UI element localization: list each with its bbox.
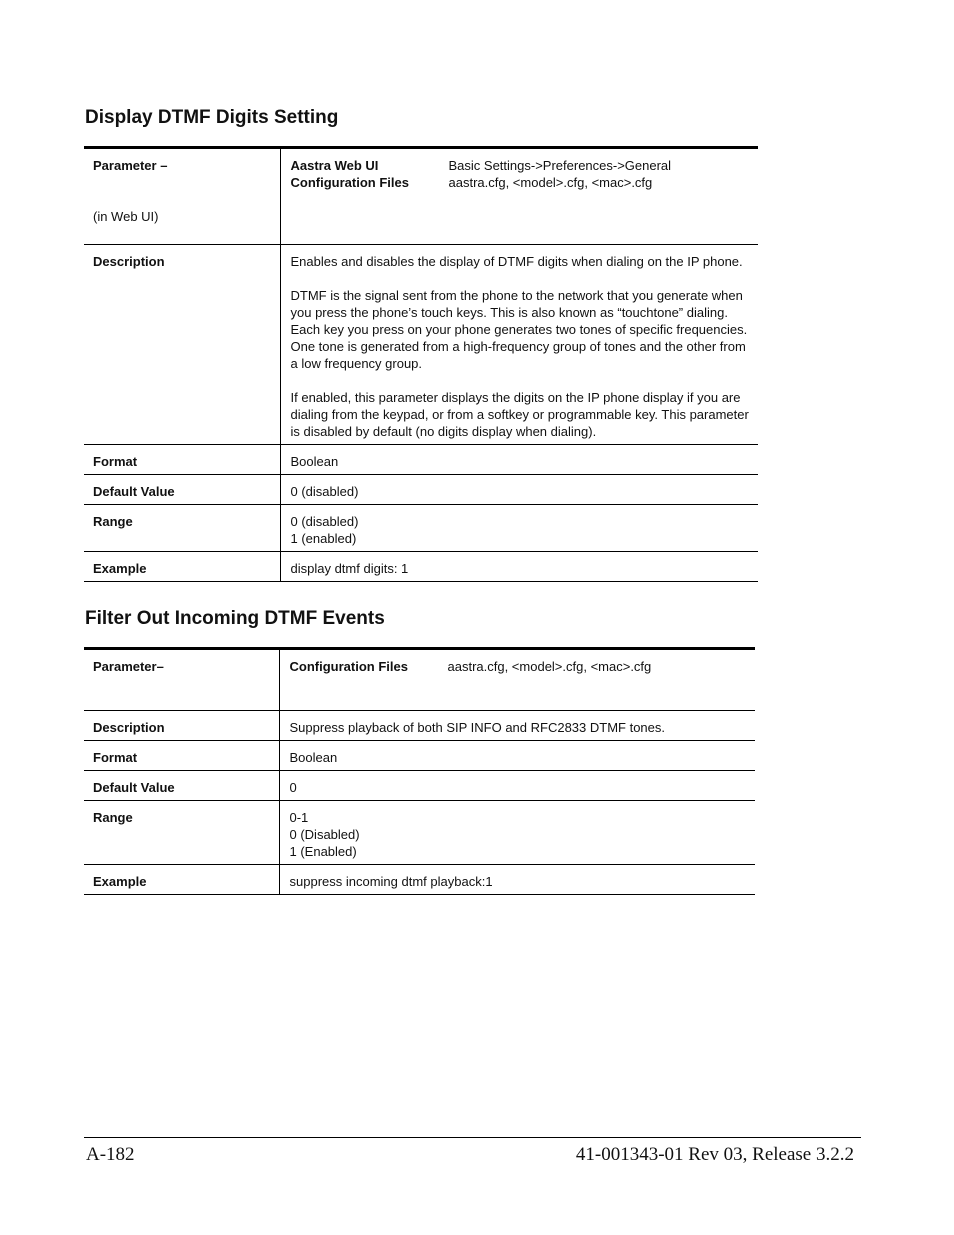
range-value [279,801,755,865]
default-value-value: 0 [279,771,755,801]
config-files-row [291,174,753,191]
parameter-label: Parameter– [84,649,279,711]
web-ui-row [291,157,753,174]
config-files-row [290,658,750,675]
config-files-value: aastra.cfg, <model>.cfg, <mac>.cfg [448,175,653,190]
document-id: 41-001343-01 Rev 03, Release 3.2.2 [575,1144,854,1165]
table-row [84,552,758,582]
config-files-key: Configuration Files [290,175,409,190]
example-label: Example [84,552,280,582]
web-ui-key: Aastra Web UI [290,158,379,173]
description-value: Suppress playback of both SIP INFO and RFC2833 DTMF tones. [279,711,755,741]
range-label: Range [84,505,280,552]
range-value [280,505,758,552]
description-label: Description [84,711,279,741]
range-line: 0-1 [289,810,309,825]
table-row [84,741,755,771]
format-value: Boolean [279,741,755,771]
table-row [84,445,758,475]
example-value: display dtmf digits: 1 [280,552,758,582]
table-row [84,148,758,245]
table-row [84,649,755,711]
range-label: Range [84,801,279,865]
section-title-display-dtmf: Display DTMF Digits Setting [85,107,339,128]
description-paragraph: If enabled, this parameter displays the digits on the IP phone display if you are dialing from the keypad, or from a softkey or programmable key. This parameter is disabled by default (no digits display when dialing). [290,390,749,439]
range-line: 0 (disabled) [290,514,359,529]
section-title-filter-dtmf: Filter Out Incoming DTMF Events [85,608,385,629]
table-row [84,245,758,445]
parameter-cell [84,148,280,245]
footer-divider [84,1137,861,1138]
config-files-value: aastra.cfg, <model>.cfg, <mac>.cfg [447,659,652,674]
description-value [280,245,758,445]
page-number: A-182 [86,1144,135,1165]
parameter-sublabel: (in Web UI) [93,209,159,224]
display-dtmf-parameter-table [84,146,758,582]
table-row [84,865,755,895]
parameter-label: Parameter – [93,158,168,173]
default-value-label: Default Value [84,771,279,801]
config-files-key: Configuration Files [289,659,408,674]
web-ui-value: Basic Settings->Preferences->General [448,158,672,173]
format-label: Format [84,445,280,475]
table-row [84,505,758,552]
parameter-value-cell [279,649,755,711]
example-label: Example [84,865,279,895]
table-row [84,771,755,801]
format-label: Format [84,741,279,771]
default-value-label: Default Value [84,475,280,505]
table-row [84,711,755,741]
range-line: 0 (Disabled) [289,827,360,842]
parameter-value-cell [280,148,758,245]
table-row [84,801,755,865]
range-line: 1 (Enabled) [289,844,357,859]
description-paragraph: DTMF is the signal sent from the phone to the network that you generate when you press the phone’s touch keys. This is also known as “touchtone” dialing. Each key you press on your phone generates two tones of specific frequencies. One tone is generated from a high-frequency group of tones and the other from a low frequency group. [290,288,748,371]
description-label: Description [84,245,280,445]
table-row [84,475,758,505]
example-value: suppress incoming dtmf playback:1 [279,865,755,895]
format-value: Boolean [280,445,758,475]
default-value-value: 0 (disabled) [280,475,758,505]
description-paragraph: Enables and disables the display of DTMF digits when dialing on the IP phone. [290,254,743,269]
filter-dtmf-parameter-table [84,647,755,895]
range-line: 1 (enabled) [290,531,357,546]
